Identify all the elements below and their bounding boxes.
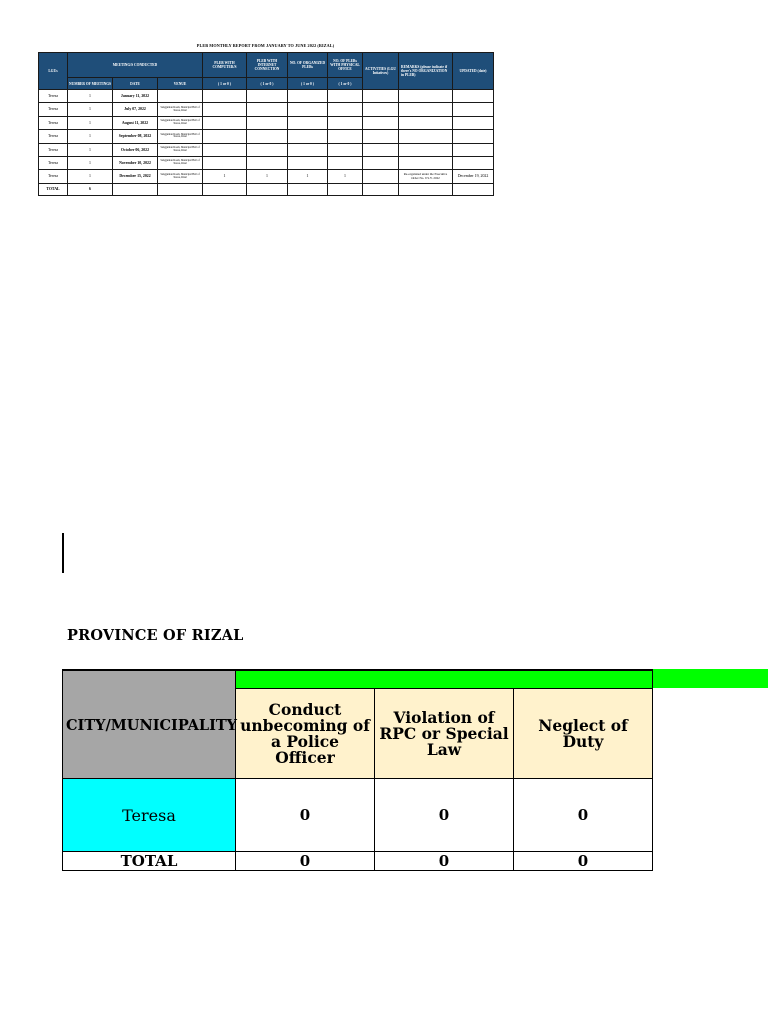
header-pleb-computer: PLEB WITH COMPUTER/S: [203, 53, 247, 78]
total-violation-rpc: 0: [375, 852, 514, 871]
organized-cell: [288, 156, 328, 169]
value-neglect-of-duty: 0: [514, 779, 653, 852]
report-title: PLEB MONTHLY REPORT FROM JANUARY TO JUNE 2022 (RIZAL): [196, 43, 335, 48]
header-one-or-zero: ( 1 or 0 ): [328, 78, 363, 90]
total-meetings: 6: [68, 183, 113, 195]
internet-cell: [247, 90, 288, 103]
report-row: [39, 90, 494, 103]
date-cell: December 15, 2022: [113, 170, 158, 183]
organized-cell: [288, 90, 328, 103]
province-total-label: TOTAL: [63, 852, 236, 871]
lgu-cell: Teresa: [39, 143, 68, 156]
activities-cell: [363, 103, 399, 116]
header-venue: VENUE: [158, 78, 203, 90]
report-total-row: [39, 183, 494, 195]
value-conduct-unbecoming: 0: [236, 779, 375, 852]
date-cell: July 07, 2022: [113, 103, 158, 116]
header-one-or-zero: ( 1 or 0 ): [203, 78, 247, 90]
date-cell: November 10, 2022: [113, 156, 158, 169]
meetings-cell: 1: [68, 130, 113, 143]
lgu-cell: Teresa: [39, 156, 68, 169]
computer-cell: [203, 156, 247, 169]
computer-cell: [203, 103, 247, 116]
office-cell: [328, 130, 363, 143]
total-neglect-of-duty: 0: [514, 852, 653, 871]
meetings-cell: 1: [68, 156, 113, 169]
organized-cell: [288, 103, 328, 116]
venue-cell: Sanggunian Room, Municipal Hall of Teresa, Rizal: [158, 170, 203, 183]
meetings-cell: 1: [68, 116, 113, 129]
computer-cell: [203, 90, 247, 103]
activities-cell: [363, 170, 399, 183]
report-row: [39, 116, 494, 129]
date-cell: January 11, 2022: [113, 90, 158, 103]
internet-cell: [247, 143, 288, 156]
remarks-cell: [399, 156, 453, 169]
report-row: [39, 170, 494, 183]
city-cell: Teresa: [63, 779, 236, 852]
header-remarks: REMARKS (please indicate if there's NO ORGANIZATION in PLEB): [399, 53, 453, 90]
province-data-row: [63, 779, 653, 852]
remarks-cell: [399, 90, 453, 103]
venue-cell: Sanggunian Room, Municipal Hall of Teresa, Rizal: [158, 143, 203, 156]
remarks-cell: [399, 143, 453, 156]
city-municipality-header: CITY/MUNICIPALITY: [63, 670, 236, 779]
updated-cell: [453, 156, 494, 169]
remarks-cell: [399, 116, 453, 129]
header-violation-rpc: Violation of RPC or Special Law: [375, 689, 514, 779]
report-row: [39, 103, 494, 116]
office-cell: 1: [328, 170, 363, 183]
activities-cell: [363, 116, 399, 129]
updated-cell: [453, 143, 494, 156]
header-number-of-meetings: NUMBER OF MEETINGS: [68, 78, 113, 90]
province-table: [62, 669, 653, 871]
computer-cell: [203, 116, 247, 129]
remarks-cell: Re-organized under the Executive Order No. 9 S.Y. 2022: [399, 170, 453, 183]
venue-cell: Sanggunian Room, Municipal Hall of Teresa, Rizal: [158, 116, 203, 129]
venue-cell: Sanggunian Room, Municipal Hall of Teresa, Rizal: [158, 156, 203, 169]
computer-cell: 1: [203, 170, 247, 183]
header-pleb-internet: PLEB WITH INTERNET CONNECTION: [247, 53, 288, 78]
header-date: DATE: [113, 78, 158, 90]
venue-cell: Sanggunian Room, Municipal Hall of Teresa, Rizal: [158, 130, 203, 143]
total-label: TOTAL: [39, 183, 68, 195]
meetings-cell: 1: [68, 143, 113, 156]
updated-cell: [453, 90, 494, 103]
date-cell: September 08, 2022: [113, 130, 158, 143]
office-cell: [328, 143, 363, 156]
internet-cell: 1: [247, 170, 288, 183]
updated-cell: [453, 103, 494, 116]
header-meetings-conducted: MEETING/S CONDUCTED: [68, 53, 203, 78]
text-cursor: [62, 533, 64, 573]
office-cell: [328, 116, 363, 129]
activities-cell: [363, 90, 399, 103]
office-cell: [328, 103, 363, 116]
computer-cell: [203, 130, 247, 143]
pleb-report-table: [38, 52, 494, 196]
organized-cell: 1: [288, 170, 328, 183]
organized-cell: [288, 130, 328, 143]
header-one-or-zero: ( 1 or 0 ): [247, 78, 288, 90]
lgu-cell: Teresa: [39, 90, 68, 103]
venue-cell: [158, 90, 203, 103]
header-updated: UPDATED (date): [453, 53, 494, 90]
updated-cell: December 19, 2022: [453, 170, 494, 183]
activities-cell: [363, 156, 399, 169]
updated-cell: [453, 116, 494, 129]
header-lgus: LGUs: [39, 53, 68, 90]
header-conduct-unbecoming: Conduct unbecoming of a Police Officer: [236, 689, 375, 779]
lgu-cell: Teresa: [39, 130, 68, 143]
computer-cell: [203, 143, 247, 156]
province-total-row: [63, 852, 653, 871]
meetings-cell: 1: [68, 103, 113, 116]
venue-cell: Sanggunian Room, Municipal Hall of Teresa, Rizal: [158, 103, 203, 116]
total-conduct-unbecoming: 0: [236, 852, 375, 871]
office-cell: [328, 90, 363, 103]
internet-cell: [247, 156, 288, 169]
meetings-cell: 1: [68, 90, 113, 103]
report-row: [39, 143, 494, 156]
internet-cell: [247, 116, 288, 129]
header-neglect-of-duty: Neglect of Duty: [514, 689, 653, 779]
header-organized-plebs: NO. OF ORGANIZED PLEBs: [288, 53, 328, 78]
province-title: PROVINCE OF RIZAL: [67, 627, 244, 644]
organized-cell: [288, 116, 328, 129]
report-row: [39, 130, 494, 143]
internet-cell: [247, 130, 288, 143]
meetings-cell: 1: [68, 170, 113, 183]
remarks-cell: [399, 103, 453, 116]
lgu-cell: Teresa: [39, 170, 68, 183]
header-physical-office: NO. OF PLEBs WITH PHYSICAL OFFICE: [328, 53, 363, 78]
date-cell: October 06, 2022: [113, 143, 158, 156]
remarks-cell: [399, 130, 453, 143]
activities-cell: [363, 143, 399, 156]
lgu-cell: Teresa: [39, 103, 68, 116]
updated-cell: [453, 130, 494, 143]
header-one-or-zero: ( 1 or 0 ): [288, 78, 328, 90]
office-cell: [328, 156, 363, 169]
organized-cell: [288, 143, 328, 156]
lgu-cell: Teresa: [39, 116, 68, 129]
date-cell: August 11, 2022: [113, 116, 158, 129]
value-violation-rpc: 0: [375, 779, 514, 852]
report-row: [39, 156, 494, 169]
activities-cell: [363, 130, 399, 143]
internet-cell: [247, 103, 288, 116]
header-activities: ACTIVITIES (LGU Intiatives): [363, 53, 399, 90]
